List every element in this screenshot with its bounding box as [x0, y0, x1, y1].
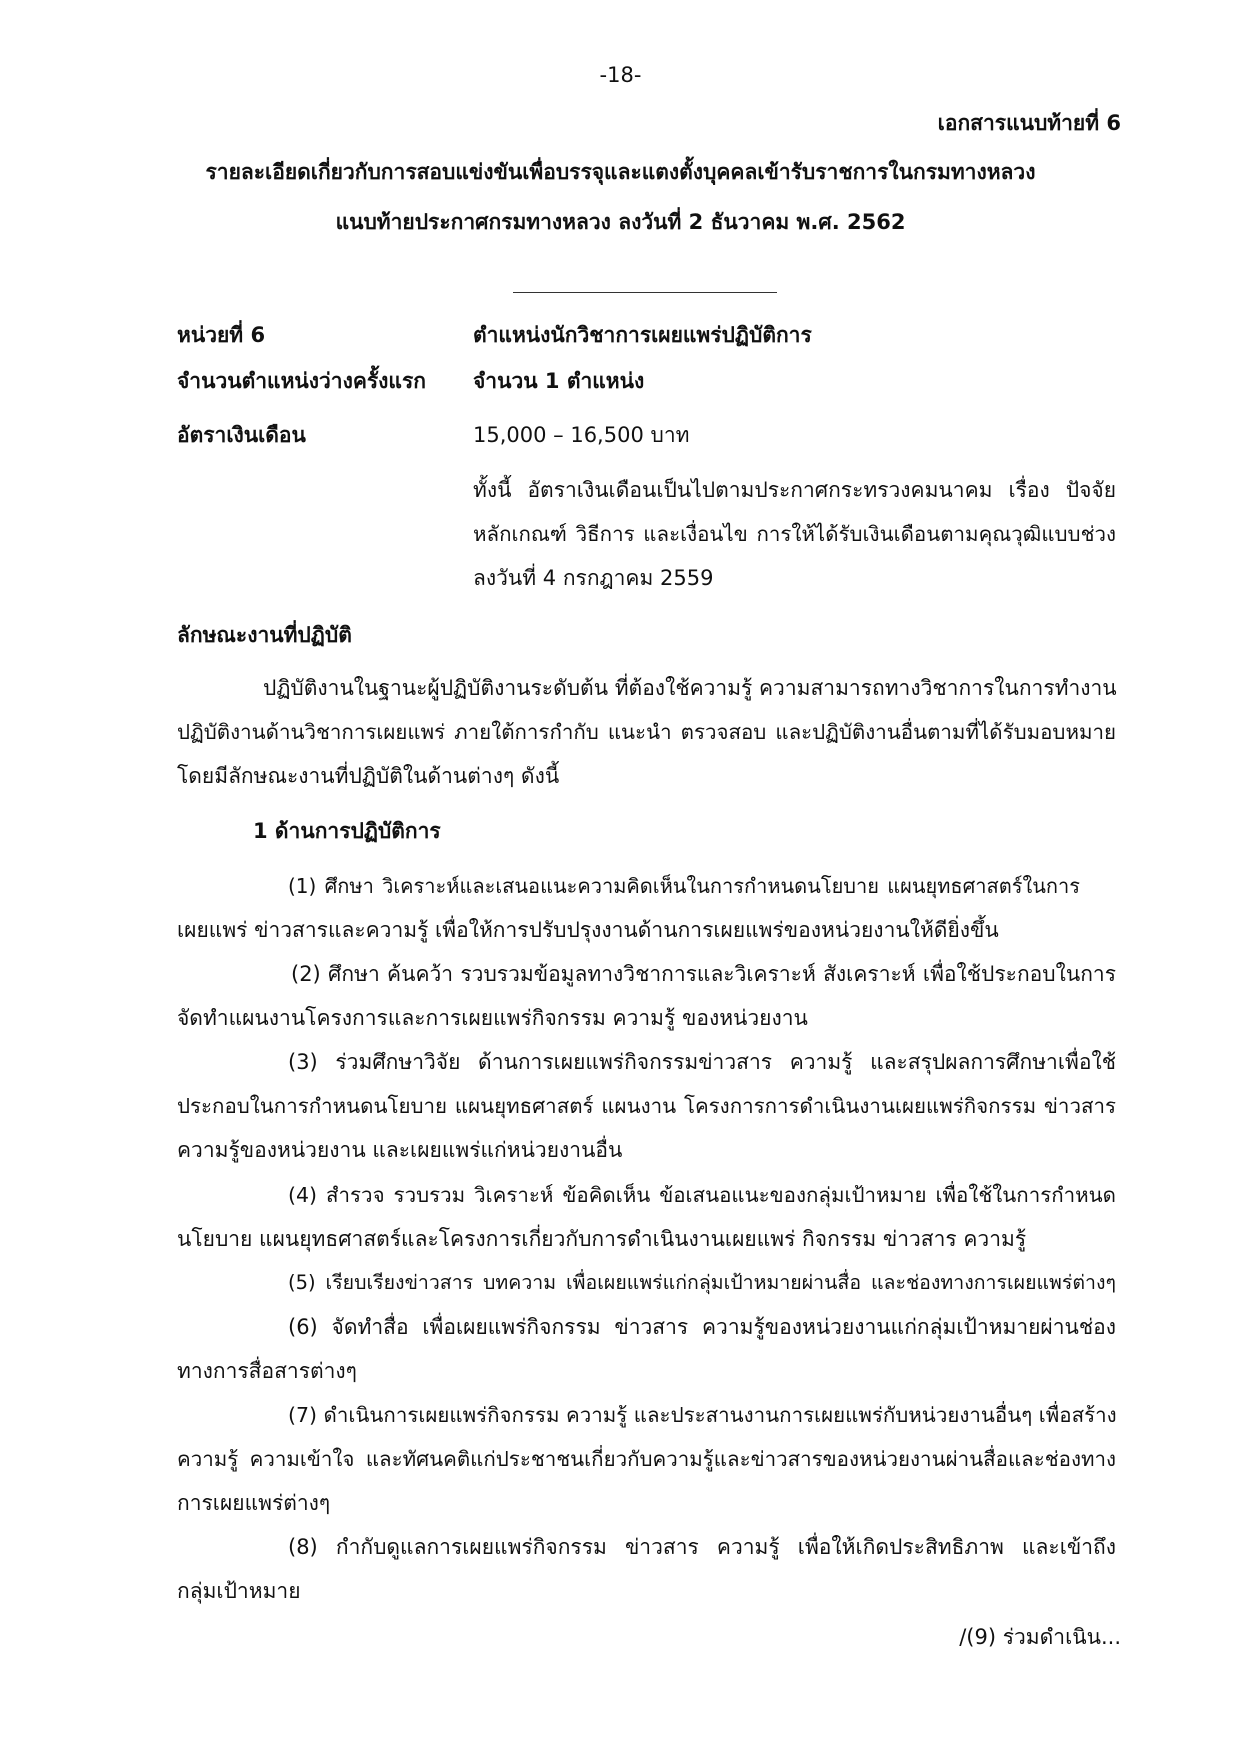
- salary-note-line: ทั้งนี้ อัตราเงินเดือนเป็นไปตามประกาศกระทรวงคมนาคม เรื่อง ปัจจัย: [473, 478, 1116, 502]
- item-line: จัดทำแผนงานโครงการและการเผยแพร่กิจกรรม ความรู้ ของหน่วยงาน: [177, 1006, 808, 1030]
- item-line: กลุ่มเป้าหมาย: [177, 1579, 301, 1603]
- item-line: (7) ดำเนินการเผยแพร่กิจกรรม ความรู้ และประสานงานการเผยแพร่กับหน่วยงานอื่นๆ เพื่อสร้าง: [288, 1403, 1117, 1427]
- unit-value: ตำแหน่งนักวิชาการเผยแพร่ปฏิบัติการ: [473, 323, 812, 347]
- title-divider: [513, 292, 777, 293]
- document-subtitle: แนบท้ายประกาศกรมทางหลวง ลงวันที่ 2 ธันวาคม พ.ศ. 2562: [335, 210, 906, 234]
- document-title: รายละเอียดเกี่ยวกับการสอบแข่งขันเพื่อบรรจุและแตงตั้งบุคคลเข้ารับราชการในกรมทางหลวง: [205, 160, 1036, 184]
- salary-note-line: ลงวันที่ 4 กรกฎาคม 2559: [473, 566, 714, 590]
- unit-label: หน่วยที่ 6: [177, 323, 266, 347]
- item-line: เผยแพร่ ข่าวสารและความรู้ เพื่อให้การปรับปรุงงานด้านการเผยแพร่ของหน่วยงานให้ดียิ่งขึ้น: [177, 918, 999, 942]
- item-line: ความรู้ ความเข้าใจ และทัศนคติแก่ประชาชนเกี่ยวกับความรู้และข่าวสารของหน่วยงานผ่านสื่อและช่องทาง: [177, 1447, 1116, 1471]
- item-line: ทางการสื่อสารต่างๆ: [177, 1359, 357, 1383]
- salary-note-line: หลักเกณฑ์ วิธีการ และเงื่อนไข การให้ได้รับเงินเดือนตามคุณวุฒิแบบช่วง: [473, 522, 1116, 546]
- duties-heading: ลักษณะงานที่ปฏิบัติ: [177, 623, 352, 647]
- intro-line: ปฏิบัติงานในฐานะผู้ปฏิบัติงานระดับต้น ที่ต้องใช้ความรู้ ความสามารถทางวิชาการในการทำงาน: [263, 676, 1117, 700]
- item-line: (8) กำกับดูแลการเผยแพร่กิจกรรม ข่าวสาร ความรู้ เพื่อให้เกิดประสิทธิภาพ และเข้าถึง: [288, 1535, 1116, 1559]
- item-line: (5) เรียบเรียงข่าวสาร บทความ เพื่อเผยแพร่แก่กลุ่มเป้าหมายผ่านสื่อ และช่องทางการเผยแพร่ต่างๆ: [288, 1271, 1116, 1294]
- item-line: (2) ศึกษา ค้นคว้า รวบรวมข้อมูลทางวิชาการและวิเคราะห์ สังเคราะห์ เพื่อใช้ประกอบในการ: [291, 962, 1116, 986]
- item-line: (3) ร่วมศึกษาวิจัย ด้านการเผยแพร่กิจกรรมข่าวสาร ความรู้ และสรุปผลการศึกษาเพื่อใช้: [288, 1050, 1116, 1074]
- item-line: นโยบาย แผนยุทธศาสตร์และโครงการเกี่ยวกับการดำเนินงานเผยแพร่ กิจกรรม ข่าวสาร ความรู้: [177, 1227, 1027, 1251]
- salary-value: 15,000 – 16,500 บาท: [473, 423, 690, 447]
- section-heading: 1 ด้านการปฏิบัติการ: [253, 819, 441, 843]
- item-line: (4) สำรวจ รวบรวม วิเคราะห์ ข้อคิดเห็น ข้อเสนอแนะของกลุ่มเป้าหมาย เพื่อใช้ในการกำหนด: [288, 1183, 1116, 1207]
- vacancy-label: จำนวนตำแหน่งว่างครั้งแรก: [177, 369, 426, 393]
- salary-label: อัตราเงินเดือน: [177, 423, 306, 447]
- page-number: -18-: [599, 63, 642, 87]
- item-line: (6) จัดทำสื่อ เพื่อเผยแพร่กิจกรรม ข่าวสาร ความรู้ของหน่วยงานแก่กลุ่มเป้าหมายผ่านช่อง: [288, 1315, 1116, 1339]
- item-line: ประกอบในการกำหนดนโยบาย แผนยุทธศาสตร์ แผนงาน โครงการการดำเนินงานเผยแพร่กิจกรรม ข่าวสาร: [177, 1094, 1116, 1118]
- intro-line: ปฏิบัติงานด้านวิชาการเผยแพร่ ภายใต้การกำกับ แนะนำ ตรวจสอบ และปฏิบัติงานอื่นตามที่ได้รับมอบหมาย: [177, 720, 1116, 744]
- intro-line: โดยมีลักษณะงานที่ปฏิบัติในด้านต่างๆ ดังนี้: [177, 764, 560, 788]
- continuation-note: /(9) ร่วมดำเนิน...: [959, 1625, 1121, 1649]
- item-line: การเผยแพร่ต่างๆ: [177, 1491, 331, 1515]
- vacancy-value: จำนวน 1 ตำแหน่ง: [473, 369, 645, 393]
- item-line: (1) ศึกษา วิเคราะห์และเสนอแนะความคิดเห็นในการกำหนดนโยบาย แผนยุทธศาสตร์ในการ: [288, 874, 1080, 898]
- item-line: ความรู้ของหน่วยงาน และเผยแพร่แก่หน่วยงานอื่น: [177, 1138, 623, 1162]
- attachment-label: เอกสารแนบท้ายที่ 6: [937, 111, 1121, 135]
